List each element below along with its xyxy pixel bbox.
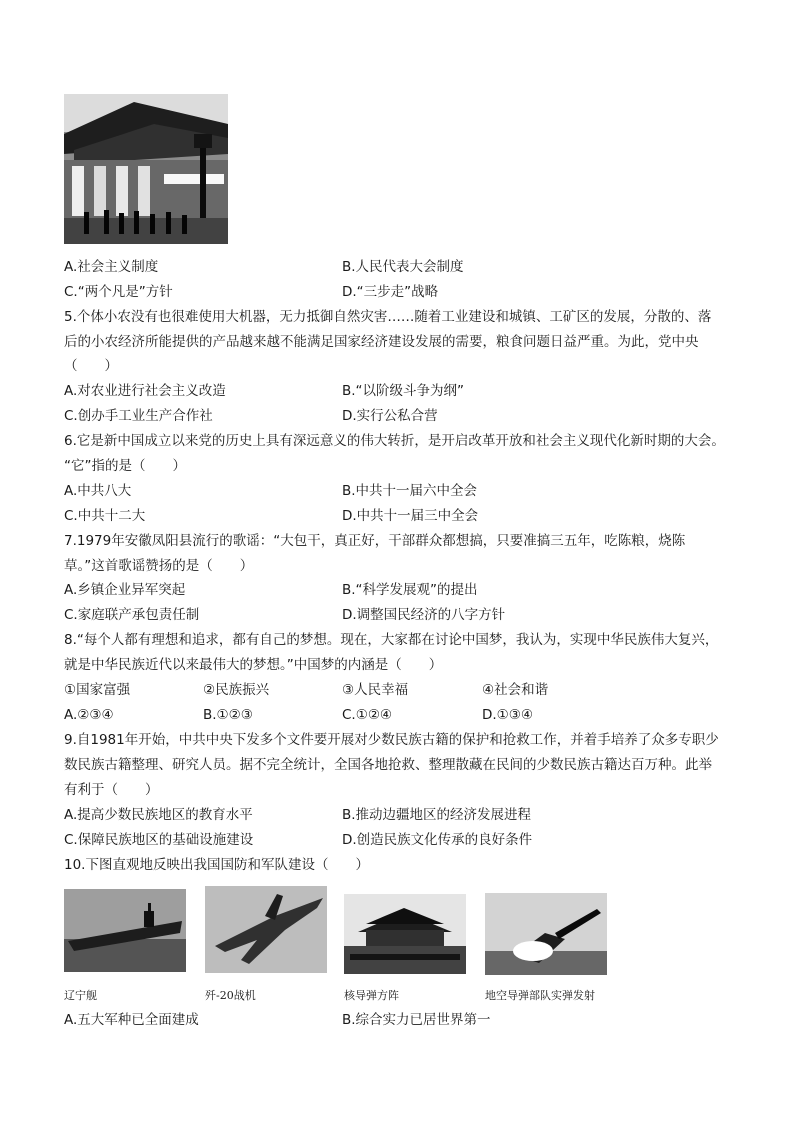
q7-option-d: D.调整国民经济的八字方针 <box>342 607 506 623</box>
hall-building-photo <box>64 94 228 244</box>
q4-option-c: C.“两个凡是”方针 <box>64 284 173 300</box>
fighter-jet-illustration <box>205 886 327 973</box>
q6-option-c: C.中共十二大 <box>64 508 146 524</box>
q7-option-c: C.家庭联产承包责任制 <box>64 607 200 623</box>
q7-option-a: A.乡镇企业异军突起 <box>64 582 186 598</box>
q4-option-d: D.“三步走”战略 <box>342 284 439 300</box>
q10-option-a: A.五大军种已全面建成 <box>64 1012 199 1028</box>
q8-stem-line-1: 8.“每个人都有理想和追求，都有自己的梦想。现在，大家都在讨论中国梦，我认为，实现中华民族伟大复兴， <box>64 632 719 648</box>
missile-launch-illustration <box>485 893 607 975</box>
q6-option-b: B.中共十一届六中全会 <box>342 483 478 499</box>
q5-option-d: D.实行公私合营 <box>342 408 438 424</box>
caption-aircraft-carrier: 辽宁舰 <box>64 989 97 1002</box>
q8-item-3: ③人民幸福 <box>342 682 409 698</box>
tiananmen-missile-illustration <box>344 894 466 974</box>
q7-option-b: B.“科学发展观”的提出 <box>342 582 478 598</box>
fighter-jet-photo <box>205 886 327 973</box>
q8-item-2: ②民族振兴 <box>203 682 270 698</box>
q7-stem-line-1: 7.1979年安徽凤阳县流行的歌谣：“大包干，真正好，干部群众都想搞，只要准搞三五年，吃陈粮，烧陈 <box>64 533 686 549</box>
q9-option-b: B.推动边疆地区的经济发展进程 <box>342 807 532 823</box>
caption-nuclear-missile: 核导弹方阵 <box>344 989 399 1002</box>
q6-stem-line-1: 6.它是新中国成立以来党的历史上具有深远意义的伟大转折，是开启改革开放和社会主义现代化新时期的大会。 <box>64 433 725 449</box>
q10-option-b: B.综合实力已居世界第一 <box>342 1012 491 1028</box>
q7-stem-line-2: 草。”这首歌谣赞扬的是（ ） <box>64 558 254 574</box>
q10-stem: 10.下图直观地反映出我国国防和军队建设（ ） <box>64 857 369 873</box>
q8-option-c: C.①②④ <box>342 707 393 723</box>
aircraft-carrier-illustration <box>64 889 186 972</box>
surface-to-air-missile-photo <box>485 893 607 975</box>
q8-item-4: ④社会和谐 <box>482 682 549 698</box>
hall-building-illustration <box>64 94 228 244</box>
aircraft-carrier-photo <box>64 889 186 972</box>
q5-option-b: B.“以阶级斗争为纲” <box>342 383 465 399</box>
q6-stem-line-2: “它”指的是（ ） <box>64 458 186 474</box>
q9-stem-line-2: 数民族古籍整理、研究人员。据不完全统计，全国各地抢救、整理散藏在民间的少数民族古籍达百万种。此举 <box>64 757 712 773</box>
q9-option-d: D.创造民族文化传承的良好条件 <box>342 832 533 848</box>
q5-stem-line-2: 后的小农经济所能提供的产品越来越不能满足国家经济建设发展的需要，粮食问题日益严重。为此，党中央 <box>64 334 699 350</box>
q8-stem-line-2: 就是中华民族近代以来最伟大的梦想。”中国梦的内涵是（ ） <box>64 657 443 673</box>
q5-stem-line-1: 5.个体小农没有也很难使用大机器，无力抵御自然灾害……随着工业建设和城镇、工矿区的发展，分散的、落 <box>64 309 712 325</box>
q4-option-b: B.人民代表大会制度 <box>342 259 464 275</box>
q9-stem-line-3: 有利于（ ） <box>64 782 159 798</box>
q6-option-a: A.中共八大 <box>64 483 132 499</box>
q5-stem-line-3: （ ） <box>64 358 118 374</box>
caption-fighter-jet: 歼-20战机 <box>205 989 256 1002</box>
nuclear-missile-formation-photo <box>344 894 466 974</box>
caption-sam-launch: 地空导弹部队实弹发射 <box>485 989 595 1002</box>
q9-option-c: C.保障民族地区的基础设施建设 <box>64 832 254 848</box>
q5-option-a: A.对农业进行社会主义改造 <box>64 383 226 399</box>
q5-option-c: C.创办手工业生产合作社 <box>64 408 213 424</box>
q9-stem-line-1: 9.自1981年开始，中共中央下发多个文件要开展对少数民族古籍的保护和抢救工作，并着手培养了众多专职少 <box>64 732 719 748</box>
q9-option-a: A.提高少数民族地区的教育水平 <box>64 807 253 823</box>
q8-option-a: A.②③④ <box>64 707 114 723</box>
q8-option-b: B.①②③ <box>203 707 253 723</box>
q8-option-d: D.①③④ <box>482 707 533 723</box>
q4-option-a: A.社会主义制度 <box>64 259 159 275</box>
q6-option-d: D.中共十一届三中全会 <box>342 508 479 524</box>
q8-item-1: ①国家富强 <box>64 682 131 698</box>
